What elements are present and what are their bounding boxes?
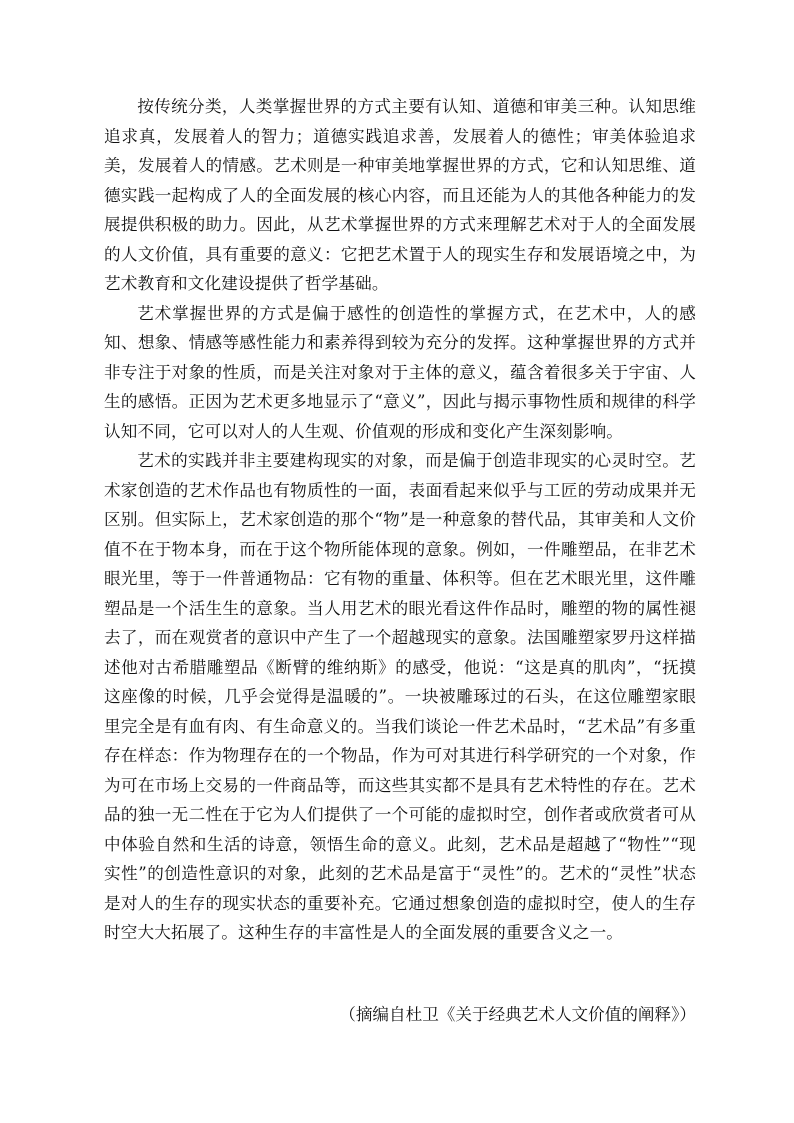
- source-citation: （摘编自杜卫《关于经典艺术人文价值的阐释》）: [339, 1005, 696, 1024]
- paragraph-3: 艺术的实践并非主要建构现实的对象，而是偏于创造非现实的心灵时空。艺术家创造的艺术作品也有物质性的一面，表面看起来似乎与工匠的劳动成果并无区别。但实际上，艺术家创造的那个“物”是一种意象的替代品，其审美和人文价值不在于物本身，而在于这个物所能体现的意象。例如，一件雕塑品，在非艺术眼光里，等于一件普通物品：它有物的重量、体积等。但在艺术眼光里，这件雕塑品是一个活生生的意象。当人用艺术的眼光看这件作品时，雕塑的物的属性褪去了，而在观赏者的意识中产生了一个超越现实的意象。法国雕塑家罗丹这样描述他对古希腊雕塑品《断臂的维纳斯》的感受，他说：“这是真的肌肉”，“抚摸这座像的时候，几乎会觉得是温暖的”。一块被雕琢过的石头，在这位雕塑家眼里完全是有血有肉、有生命意义的。当我们谈论一件艺术品时，“艺术品”有多重存在样态：作为物理存在的一个物品，作为可对其进行科学研究的一个对象，作为可在市场上交易的一件商品等，而这些其实都不是具有艺术特性的存在。艺术品的独一无二性在于它为人们提供了一个可能的虚拟时空，创作者或欣赏者可从中体验自然和生活的诗意，领悟生命的意义。此刻，艺术品是超越了“物性”“现实性”的创造性意识的对象，此刻的艺术品是富于“灵性”的。艺术的“灵性”状态是对人的生存的现实状态的重要补充。它通过想象创造的虚拟时空，使人的生存时空大大拓展了。这种生存的丰富性是人的全面发展的重要含义之一。: [104, 451, 696, 942]
- article-body: [104, 92, 696, 948]
- paragraph-1: 按传统分类，人类掌握世界的方式主要有认知、道德和审美三种。认知思维追求真，发展着人的智力；道德实践追求善，发展着人的德性；审美体验追求美，发展着人的情感。艺术则是一种审美地掌握世界的方式，它和认知思维、道德实践一起构成了人的全面发展的核心内容，而且还能为人的其他各种能力的发展提供积极的助力。因此，从艺术掌握世界的方式来理解艺术对于人的全面发展的人文价值，具有重要的意义：它把艺术置于人的现实生存和发展语境之中，为艺术教育和文化建设提供了哲学基础。: [104, 97, 696, 293]
- paragraph-2: 艺术掌握世界的方式是偏于感性的创造性的掌握方式，在艺术中，人的感知、想象、情感等感性能力和素养得到较为充分的发挥。这种掌握世界的方式并非专注于对象的性质，而是关注对象对于主体的意义，蕴含着很多关于宇宙、人生的感悟。正因为艺术更多地显示了“意义”，因此与揭示事物性质和规律的科学认知不同，它可以对人的人生观、价值观的形成和变化产生深刻影响。: [104, 303, 696, 441]
